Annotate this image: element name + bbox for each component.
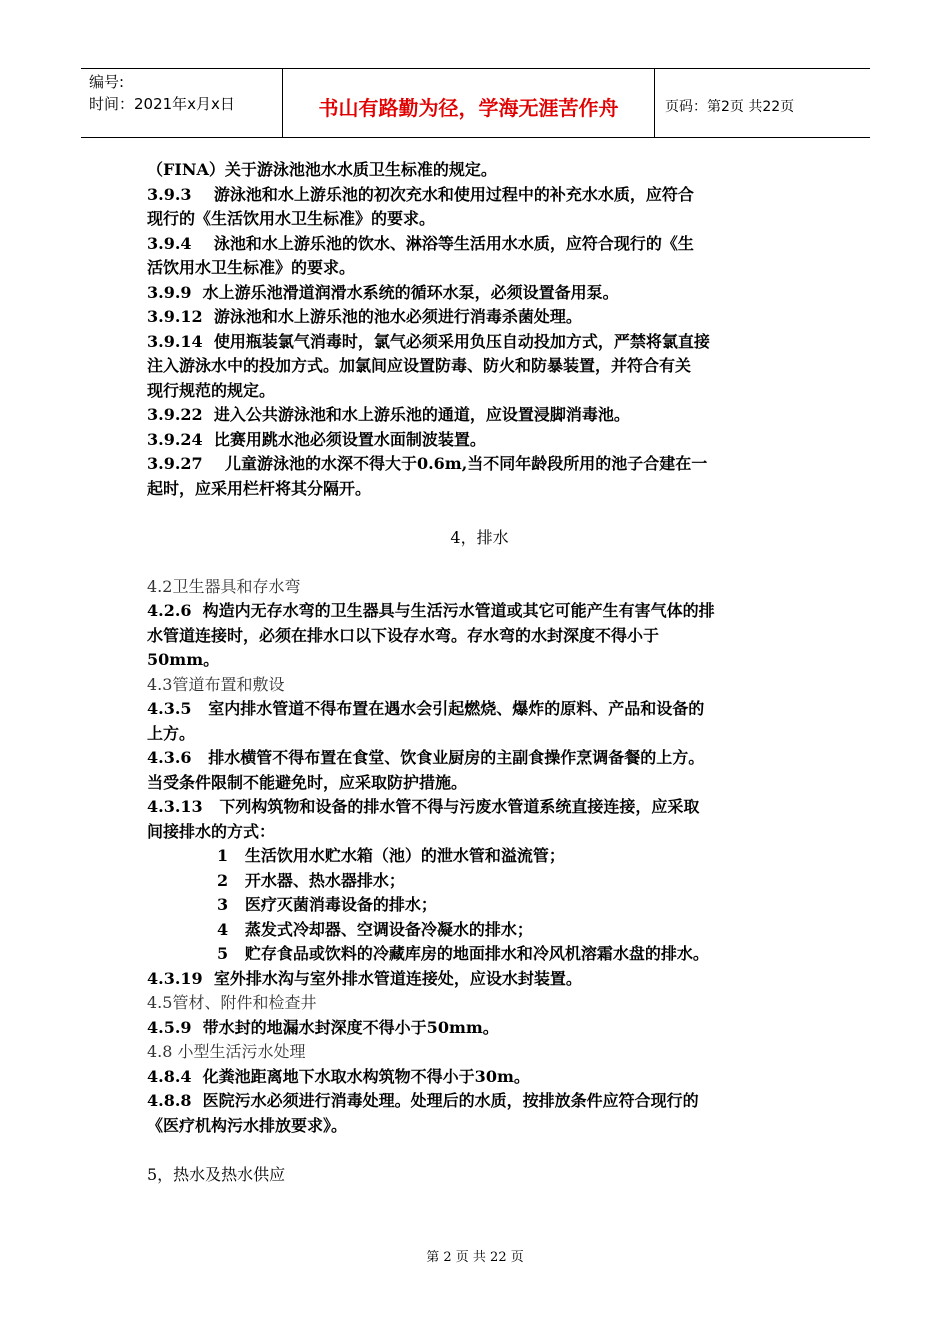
text-line: 间接排水的方式： bbox=[147, 821, 276, 841]
text-line: 4.2.6 构造内无存水弯的卫生器具与生活污水管道或其它可能产生有害气体的排 bbox=[147, 601, 715, 620]
text-line: 4.2卫生器具和存水弯 bbox=[147, 576, 301, 596]
text-line: 3.9.12 游泳池和水上游乐池的池水必须进行消毒杀菌处理。 bbox=[147, 307, 582, 326]
text-line: 4.3.13 下列构筑物和设备的排水管不得与污废水管道系统直接连接，应采取 bbox=[147, 797, 700, 816]
blank-line bbox=[147, 1138, 812, 1163]
text-line: 4.8 小型生活污水处理 bbox=[147, 1042, 306, 1061]
text-line: 3.9.27 儿童游泳池的水深不得大于0.6m,当不同年龄段所用的池子合建在一 bbox=[147, 454, 708, 473]
text-line: 4.3管道布置和敷设 bbox=[147, 674, 285, 694]
text-line: 3.9.14 使用瓶装氯气消毒时，氯气必须采用负压自动投加方式，严禁将氯直接 bbox=[147, 331, 710, 351]
text-line: （FINA）关于游泳池池水水质卫生标准的规定。 bbox=[147, 160, 497, 179]
page-footer: 第 2 页 共 22 页 bbox=[426, 1250, 524, 1265]
text-line: 3.9.9 水上游乐池滑道润滑水系统的循环水泵，必须设置备用泵。 bbox=[147, 282, 619, 302]
document-body bbox=[147, 158, 812, 1187]
text-line: 4.5.9 带水封的地漏水封深度不得小于50mm。 bbox=[147, 1017, 499, 1037]
text-line: 起时，应采用栏杆将其分隔开。 bbox=[147, 478, 372, 498]
text-line: 现行规范的规定。 bbox=[147, 380, 276, 400]
text-line: 上方。 bbox=[147, 723, 196, 743]
text-line: 水管道连接时，必须在排水口以下设存水弯。存水弯的水封深度不得小于 bbox=[147, 625, 660, 645]
time-label: 时间：2021年x月x日 bbox=[89, 95, 235, 113]
text-line: 3.9.24 比赛用跳水池必须设置水面制波装置。 bbox=[147, 429, 486, 449]
code-label: 编号: bbox=[89, 73, 125, 91]
text-line: 3.9.4 泳池和水上游乐池的饮水、淋浴等生活用水水质，应符合现行的《生 bbox=[147, 233, 694, 253]
text-line: 活饮用水卫生标准》的要求。 bbox=[147, 258, 356, 277]
text-line: 3.9.22 进入公共游泳池和水上游乐池的通道，应设置浸脚消毒池。 bbox=[147, 405, 630, 424]
page-header bbox=[81, 68, 870, 138]
text-line: 50mm。 bbox=[147, 650, 220, 669]
text-line: 4.5管材、附件和检查井 bbox=[147, 993, 317, 1012]
text-line: 4.3.19 室外排水沟与室外排水管道连接处，应设水封装置。 bbox=[147, 968, 582, 988]
text-line: 2 开水器、热水器排水； bbox=[217, 870, 405, 890]
text-line: 4 蒸发式冷却器、空调设备冷凝水的排水； bbox=[217, 919, 533, 939]
text-line: 3.9.3 游泳池和水上游乐池的初次充水和使用过程中的补充水水质，应符合 bbox=[147, 184, 694, 204]
header-meta bbox=[81, 69, 283, 137]
text-line: 4，排水 bbox=[450, 527, 509, 547]
text-line: 现行的《生活饮用水卫生标准》的要求。 bbox=[147, 209, 436, 228]
text-line: 《医疗机构污水排放要求》。 bbox=[147, 1115, 348, 1135]
text-line: 5，热水及热水供应 bbox=[147, 1164, 286, 1184]
blank-line bbox=[147, 501, 812, 526]
text-line: 5 贮存食品或饮料的冷藏库房的地面排水和冷风机溶霜水盘的排水。 bbox=[217, 944, 709, 963]
text-line: 1 生活饮用水贮水箱（池）的泄水管和溢流管； bbox=[217, 846, 565, 865]
text-line: 4.3.5 室内排水管道不得布置在遇水会引起燃烧、爆炸的原料、产品和设备的 bbox=[147, 699, 705, 718]
text-line: 3 医疗灭菌消毒设备的排水； bbox=[217, 895, 437, 914]
text-line: 4.3.6 排水横管不得布置在食堂、饮食业厨房的主副食操作烹调备餐的上方。 bbox=[147, 748, 705, 767]
text-line: 当受条件限制不能避免时，应采取防护措施。 bbox=[147, 772, 468, 792]
text-line: 4.8.8 医院污水必须进行消毒处理。处理后的水质，按排放条件应符合现行的 bbox=[147, 1091, 699, 1110]
blank-line bbox=[147, 550, 812, 575]
header-page-info: 页码：第2页 共22页 bbox=[665, 99, 795, 115]
header-motto: 书山有路勤为径，学海无涯苦作舟 bbox=[283, 69, 655, 137]
text-line: 注入游泳水中的投加方式。加氯间应设置防毒、防火和防暴装置，并符合有关 bbox=[147, 356, 692, 375]
text-line: 4.8.4 化粪池距离地下水取水构筑物不得小于30m。 bbox=[147, 1066, 530, 1086]
